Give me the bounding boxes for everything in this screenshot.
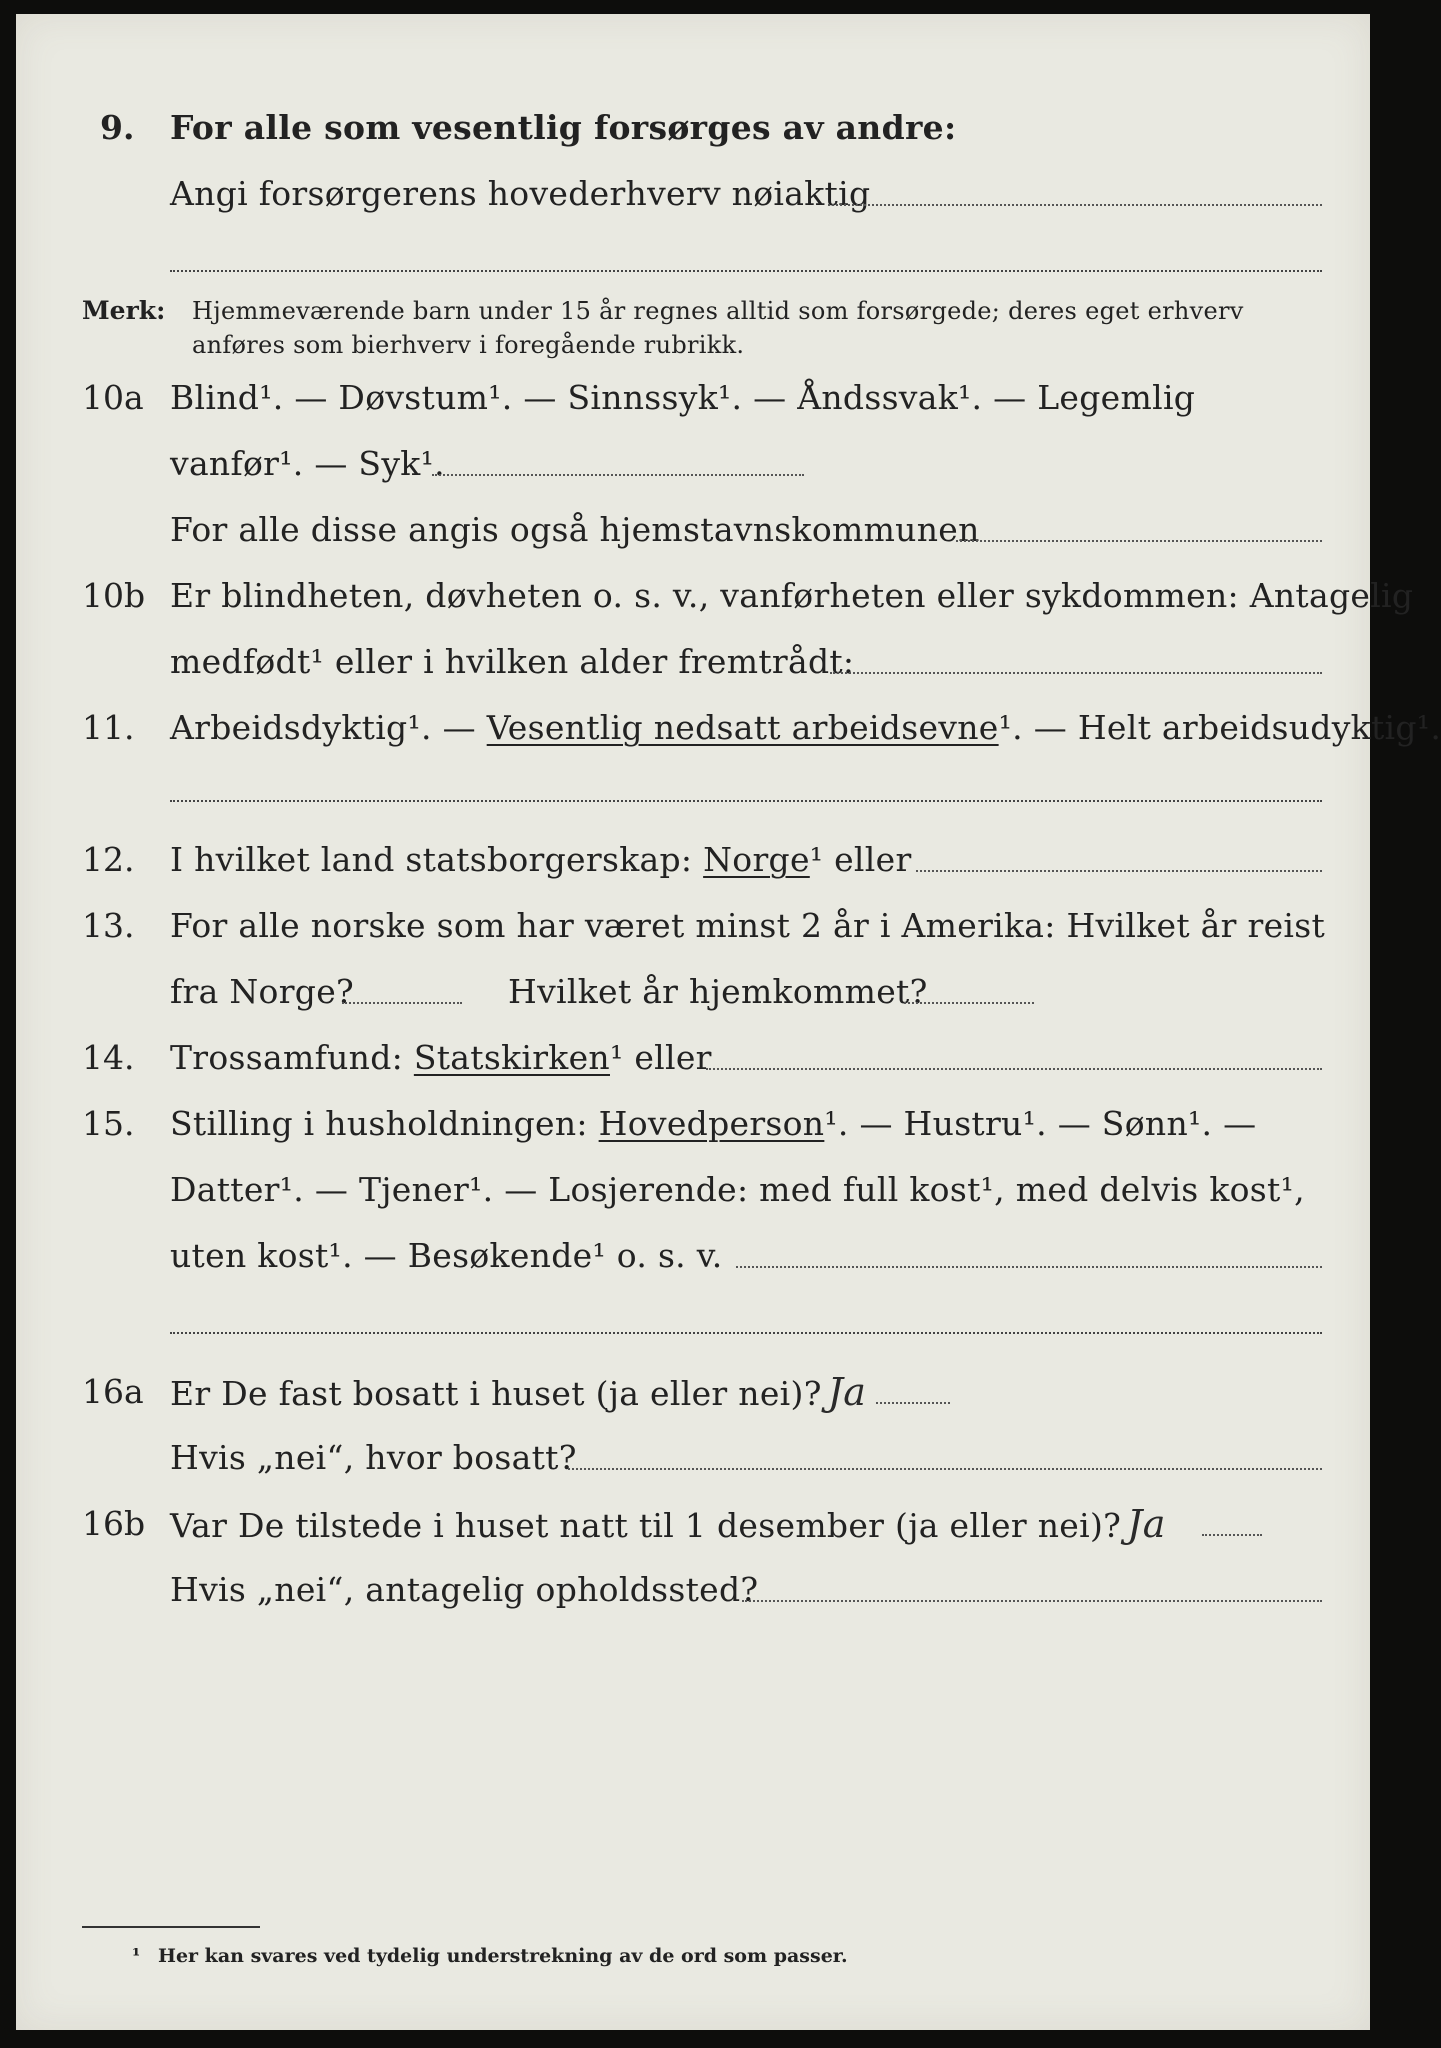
q9-number: 9. [100, 108, 135, 147]
q16a-handwritten-answer[interactable]: Ja [827, 1370, 867, 1414]
q9-occupation-line[interactable] [828, 204, 1322, 206]
q15-line-3[interactable]: uten kost¹. — Besøkende¹ o. s. v. [170, 1236, 723, 1275]
q10a-line-3: For alle disse angis også hjemstavnskommunen [170, 510, 980, 549]
q13-line-1: For alle norske som har været minst 2 år i Amerika: Hvilket år reist [170, 906, 1326, 945]
q14-number: 14. [82, 1038, 135, 1077]
footnote-mark: ¹ [132, 1945, 141, 1967]
q14-label: Trossamfund: [170, 1038, 414, 1077]
q13-left-norway-line[interactable] [342, 1002, 462, 1004]
merk-line-2: anføres som bierhverv i foregående rubrikk. [192, 331, 745, 359]
q16b-answer-line[interactable] [1202, 1534, 1262, 1536]
q12-citizenship [170, 840, 912, 880]
q9-title: For alle som vesentlig forsørges av andre: [170, 108, 957, 147]
q16b-line-1 [170, 1504, 1166, 1546]
q10a-sick-line[interactable] [432, 474, 804, 476]
q16a-line-1 [170, 1372, 866, 1414]
q11-number: 11. [82, 708, 135, 747]
q15-label: Stilling i husholdningen: [170, 1104, 599, 1143]
q10b-age-line[interactable] [830, 672, 1322, 674]
q11-option-unable[interactable]: ¹. — Helt arbeidsudyktig¹. [998, 708, 1441, 747]
q11-options [170, 708, 1441, 748]
q12-label: I hvilket land statsborgerskap: [170, 840, 704, 879]
q10a-municipality-line[interactable] [956, 540, 1322, 542]
q15-other-line[interactable] [736, 1266, 1322, 1268]
q15-option-head-selected[interactable]: Hovedperson [598, 1104, 825, 1143]
q15-options-cont[interactable]: ¹. — Hustru¹. — Sønn¹. — [824, 1104, 1257, 1143]
merk-label: Merk: [82, 296, 166, 325]
merk-line-1: Hjemmeværende barn under 15 år regnes alltid som forsørgede; deres eget erhverv [192, 297, 1244, 325]
q16b-line-2: Hvis „nei“, antagelig opholdssted? [170, 1570, 759, 1609]
q12-option-norge-selected[interactable]: Norge [703, 840, 810, 879]
footnote-rule [82, 1926, 260, 1928]
q9-extra-line[interactable] [170, 270, 1322, 272]
q14-option-other[interactable]: ¹ eller [610, 1038, 712, 1077]
q10b-number: 10b [82, 576, 146, 615]
q10b-line-1: Er blindheten, døvheten o. s. v., vanførheten eller sykdommen: Antagelig [170, 576, 1414, 615]
q15-line-2[interactable]: Datter¹. — Tjener¹. — Losjerende: med full kost¹, med delvis kost¹, [170, 1170, 1305, 1209]
q14-religion-line[interactable] [706, 1068, 1322, 1070]
q10a-line-2: vanfør¹. — Syk¹. [170, 444, 445, 483]
q12-option-other[interactable]: ¹ eller [809, 840, 912, 879]
census-form-page [16, 14, 1441, 2030]
q13-left-norway-label: fra Norge? [170, 972, 355, 1011]
q10a-number: 10a [82, 378, 144, 417]
q16a-number: 16a [82, 1372, 144, 1411]
q11-option-reduced-selected[interactable]: Vesentlig nedsatt arbeidsevne [486, 708, 999, 747]
q16a-question: Er De fast bosatt i huset (ja eller nei)? [170, 1374, 822, 1413]
q15-number: 15. [82, 1104, 135, 1143]
q9-occupation-label: Angi forsørgerens hovederhverv nøiaktig [170, 174, 871, 213]
q10b-line-2: medfødt¹ eller i hvilken alder fremtrådt: [170, 642, 855, 681]
q15-line-1 [170, 1104, 1256, 1144]
q14-option-state-church-selected[interactable]: Statskirken [413, 1038, 610, 1077]
q16b-handwritten-answer[interactable]: Ja [1127, 1502, 1166, 1546]
q13-number: 13. [82, 906, 135, 945]
q11-extra-line[interactable] [170, 800, 1322, 802]
q12-country-line[interactable] [916, 870, 1322, 872]
q16a-residence-line[interactable] [568, 1468, 1322, 1470]
q13-returned-line[interactable] [904, 1002, 1034, 1004]
q15-extra-line[interactable] [170, 1332, 1322, 1334]
q16a-line-2: Hvis „nei“, hvor bosatt? [170, 1438, 577, 1477]
q16b-number: 16b [82, 1504, 146, 1543]
q16b-question: Var De tilstede i huset natt til 1 desember (ja eller nei)? [170, 1506, 1122, 1545]
q12-number: 12. [82, 840, 135, 879]
q11-option-able[interactable]: Arbeidsdyktig¹. — [170, 708, 487, 747]
footnote-text: Her kan svares ved tydelig understrekning av de ord som passer. [158, 1945, 848, 1967]
q16a-answer-line[interactable] [876, 1402, 950, 1404]
q16b-location-line[interactable] [742, 1600, 1322, 1602]
q14-religion [170, 1038, 712, 1078]
q13-returned-label: Hvilket år hjemkommet? [508, 972, 928, 1011]
q10a-line-1: Blind¹. — Døvstum¹. — Sinnssyk¹. — Åndssvak¹. — Legemlig [170, 378, 1196, 417]
